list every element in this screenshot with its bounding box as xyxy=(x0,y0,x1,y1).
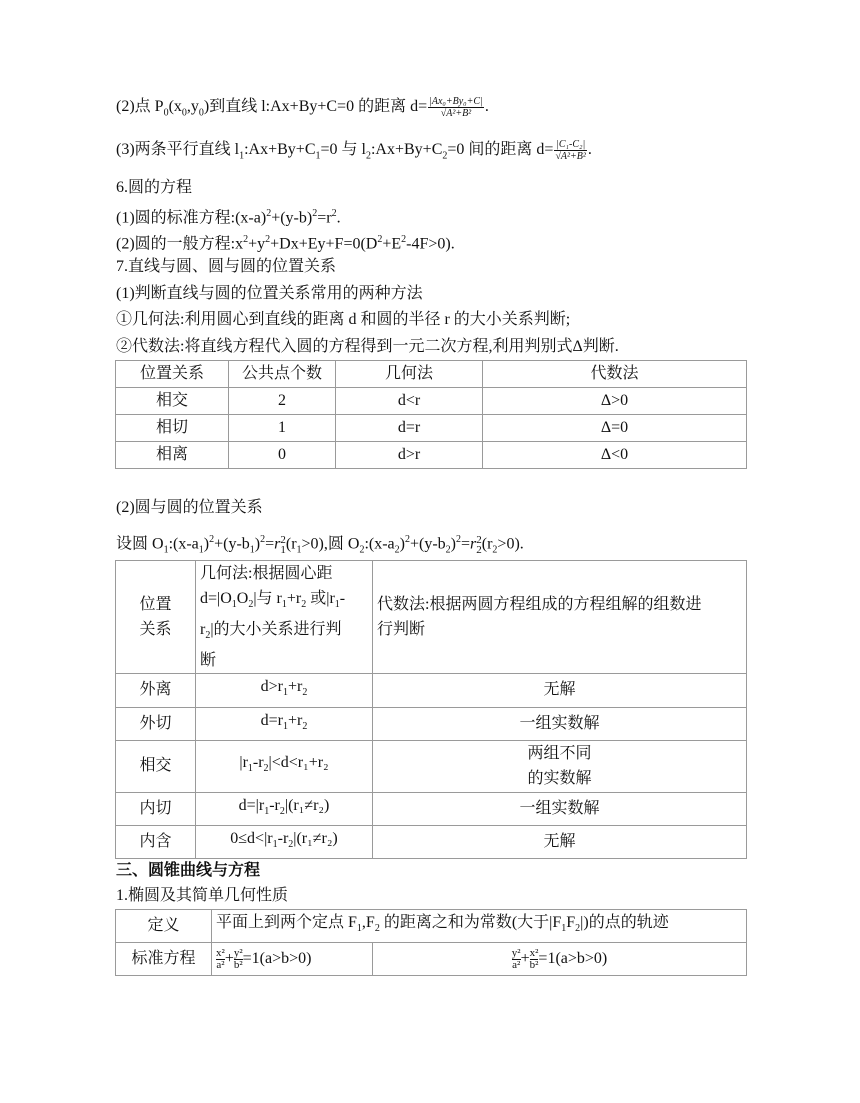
table-cell: 0 xyxy=(229,442,336,469)
text: |的大小关系进行判 xyxy=(210,621,342,639)
point-line-distance xyxy=(116,96,489,123)
text: ) xyxy=(450,535,456,553)
table-row xyxy=(116,415,747,442)
table-cell xyxy=(196,792,373,825)
table-cell: 定义 xyxy=(116,910,212,943)
heading-position-relations: 7.直线与圆、圆与圆的位置关系 xyxy=(116,258,337,275)
text: = xyxy=(461,535,471,553)
text: 平面上到两个定点 F xyxy=(216,914,357,931)
sub: 2 xyxy=(442,150,448,162)
text: (2)点 P xyxy=(116,98,164,116)
sub: 2 xyxy=(263,763,269,775)
heading-circle-equation: 6.圆的方程 xyxy=(116,179,193,196)
geometric-method: ①几何法:利用圆心到直线的距离 d 和圆的半径 r 的大小关系判断; xyxy=(116,311,571,328)
text: 0≤d<|r xyxy=(230,829,273,847)
algebraic-method: ②代数法:将直线方程代入圆的方程得到一元二次方程,利用判别式Δ判断. xyxy=(116,338,619,355)
sub: 2 xyxy=(365,150,371,162)
sub: 0 xyxy=(198,107,204,119)
text: (1)圆的标准方程:(x-a) xyxy=(116,209,267,227)
text: = xyxy=(265,535,275,553)
table-header-row xyxy=(116,561,747,674)
circle-circle-heading: (2)圆与圆的位置关系 xyxy=(116,499,263,516)
text: d=r xyxy=(260,711,283,729)
fraction xyxy=(512,948,521,971)
sup: 2 xyxy=(280,533,286,546)
text: =0 与 l xyxy=(320,141,366,159)
sup: 2 xyxy=(401,234,407,245)
sub: 0 xyxy=(163,107,169,119)
table-cell: 相交 xyxy=(116,388,229,415)
table-cell xyxy=(196,740,373,792)
text: +r xyxy=(286,590,302,607)
fraction-numerator: |Ax₀+By₀+C| xyxy=(429,96,483,107)
header-cell xyxy=(373,561,747,674)
fraction xyxy=(234,948,243,971)
sup: 2 xyxy=(312,208,318,219)
circle-circle-table xyxy=(115,560,747,859)
sub: 1 xyxy=(296,544,302,556)
text: 两组不同 xyxy=(527,745,592,763)
text: +y xyxy=(248,235,266,253)
sub: 2 xyxy=(279,805,285,817)
sub: 2 xyxy=(445,544,451,556)
table-row xyxy=(116,740,747,792)
table-cell: 一组实数解 xyxy=(373,792,747,825)
distance-fraction xyxy=(428,96,484,119)
fraction-denominator: √A²+B² xyxy=(555,151,586,162)
table-cell xyxy=(196,825,373,858)
table-row xyxy=(116,442,747,469)
table-cell xyxy=(212,943,373,976)
table-cell: 外离 xyxy=(116,674,196,707)
text: . xyxy=(336,209,341,227)
text: d=|r xyxy=(238,796,265,814)
text: 设圆 O xyxy=(116,535,164,553)
sub: 1 xyxy=(198,544,204,556)
sub: 2 xyxy=(302,720,308,732)
sub: 2 xyxy=(374,923,380,935)
table-cell: 相切 xyxy=(116,415,229,442)
sub: 1 xyxy=(283,687,288,699)
text: =r xyxy=(317,209,332,227)
sub: 1 xyxy=(561,923,567,935)
table-cell: Δ>0 xyxy=(483,388,747,415)
text: ) xyxy=(203,535,210,553)
text: )到直线 l:Ax+By+C=0 的距离 d= xyxy=(203,98,428,116)
sup: 2 xyxy=(266,208,272,219)
text: |(r₁≠r₂) xyxy=(293,829,338,847)
text: + xyxy=(520,950,530,968)
sup: 2 xyxy=(456,534,461,545)
table-row xyxy=(116,825,747,858)
text: =0 间的距离 d= xyxy=(447,141,554,159)
header-cell: 几何法 xyxy=(336,361,483,388)
table-cell: 内切 xyxy=(116,792,196,825)
sub: 1 xyxy=(249,544,255,556)
sub: 1 xyxy=(280,543,286,556)
sub: 2 xyxy=(302,687,308,699)
text: +(y-b xyxy=(214,535,250,553)
table-row xyxy=(116,707,747,740)
sub: 1 xyxy=(283,720,288,732)
sub: 0 xyxy=(181,107,187,119)
text: d=|O xyxy=(200,590,232,607)
text: ,F xyxy=(361,914,375,931)
header-cell xyxy=(116,561,196,674)
table-cell: 标准方程 xyxy=(116,943,212,976)
line-circle-methods: (1)判断直线与圆的位置关系常用的两种方法 xyxy=(116,285,423,302)
text: -4F>0). xyxy=(406,235,455,253)
table-cell: 一组实数解 xyxy=(373,707,747,740)
sub: 2 xyxy=(575,923,581,935)
table-cell: 外切 xyxy=(116,707,196,740)
text: +r xyxy=(288,711,303,729)
sub: 1 xyxy=(239,150,245,162)
text: -r xyxy=(252,754,264,772)
sub: 1 xyxy=(264,805,270,817)
text: 或|r xyxy=(306,590,335,607)
text: +E xyxy=(382,235,402,253)
text: (r xyxy=(285,535,297,553)
text: d>r xyxy=(260,678,283,696)
sup: 2 xyxy=(404,534,410,545)
text: |)的点的轨迹 xyxy=(580,914,669,931)
text: +r xyxy=(288,678,303,696)
text: 的实数解 xyxy=(527,770,592,788)
fraction-numerator: y² xyxy=(233,947,243,960)
table-cell: d>r xyxy=(336,442,483,469)
table-cell xyxy=(196,674,373,707)
text: 关系 xyxy=(139,621,172,639)
table-cell: 无解 xyxy=(373,674,747,707)
text: (x xyxy=(168,98,182,116)
parallel-lines-distance xyxy=(116,139,592,166)
text: O xyxy=(236,590,249,607)
table-cell: 相离 xyxy=(116,442,229,469)
sub: 2 xyxy=(394,544,400,556)
section-heading-conics: 三、圆锥曲线与方程 xyxy=(116,860,261,879)
fraction-denominator: √A²+B² xyxy=(440,108,472,119)
sub: 2 xyxy=(301,599,307,611)
text: 几何法:根据圆心距 xyxy=(200,565,333,582)
text: r xyxy=(274,535,281,553)
text: -r xyxy=(269,796,280,814)
text: =1(a>b>0) xyxy=(242,950,312,968)
text: 位置 xyxy=(139,596,172,614)
table-cell: 1 xyxy=(229,415,336,442)
text: >0),圆 O xyxy=(301,535,360,553)
fraction-numerator: y² xyxy=(511,947,521,960)
text: . xyxy=(587,141,592,159)
table-row xyxy=(116,388,747,415)
sub: 2 xyxy=(492,544,498,556)
ellipse-heading: 1.椭圆及其简单几何性质 xyxy=(116,887,289,904)
header-cell: 位置关系 xyxy=(116,361,229,388)
fraction-numerator: x² xyxy=(529,947,539,960)
fraction-denominator: a² xyxy=(512,959,521,972)
text: +Dx+Ey+F=0(D xyxy=(270,235,378,253)
text: - xyxy=(339,590,346,607)
fraction-denominator: a² xyxy=(216,959,225,972)
fraction xyxy=(216,948,225,971)
text: >0). xyxy=(497,535,524,553)
standard-equation xyxy=(116,204,341,228)
table-cell: d=r xyxy=(336,415,483,442)
table-row xyxy=(116,674,747,707)
circle-definitions xyxy=(116,530,524,561)
sub: 1 xyxy=(356,923,362,935)
text: ) xyxy=(399,535,405,553)
text: + xyxy=(224,950,234,968)
ellipse-table xyxy=(115,909,747,976)
line-circle-table xyxy=(115,360,747,469)
header-cell: 代数法 xyxy=(483,361,747,388)
table-row xyxy=(116,792,747,825)
text: ) xyxy=(254,535,261,553)
table-cell: d<r xyxy=(336,388,483,415)
table-cell: Δ=0 xyxy=(483,415,747,442)
text: 代数法:根据两圆方程组成的方程组解的组数进 xyxy=(377,596,702,614)
sup: 2 xyxy=(265,234,271,245)
text: 断 xyxy=(200,652,217,670)
text: :Ax+By+C xyxy=(244,141,316,159)
text: 行判断 xyxy=(377,621,426,639)
sup: 2 xyxy=(260,534,266,545)
sub: 1 xyxy=(334,599,340,611)
text: :(x-a xyxy=(364,535,395,553)
sub: 2 xyxy=(288,839,294,851)
sub: 1 xyxy=(163,544,169,556)
general-equation xyxy=(116,230,455,254)
sub: 1 xyxy=(247,763,253,775)
text: +(y-b) xyxy=(271,209,313,227)
sup: 2 xyxy=(243,234,249,245)
sub: 1 xyxy=(272,839,278,851)
sub: 2 xyxy=(205,630,211,642)
sub: 1 xyxy=(315,150,321,162)
sup: 2 xyxy=(476,533,482,546)
header-cell: 公共点个数 xyxy=(229,361,336,388)
table-cell: Δ<0 xyxy=(483,442,747,469)
text: |r xyxy=(239,754,248,772)
table-cell xyxy=(212,910,747,943)
fraction-denominator: b² xyxy=(233,959,243,972)
table-header-row xyxy=(116,361,747,388)
table-cell: 无解 xyxy=(373,825,747,858)
sub: 2 xyxy=(359,544,365,556)
table-row xyxy=(116,943,747,976)
sub: 2 xyxy=(248,599,254,611)
fraction-numerator: x² xyxy=(216,947,225,960)
text: +(y-b xyxy=(409,535,446,553)
text: :(x-a xyxy=(168,535,199,553)
text: |与 r xyxy=(253,590,282,607)
distance-fraction xyxy=(554,139,586,162)
text: (2)圆的一般方程:x xyxy=(116,235,244,253)
text: . xyxy=(484,98,489,116)
text: r xyxy=(200,621,206,639)
text: :Ax+By+C xyxy=(370,141,443,159)
text: |(r₁≠r₂) xyxy=(284,796,330,814)
text: F xyxy=(566,914,576,931)
sup: 2 xyxy=(209,534,215,545)
table-cell: 2 xyxy=(229,388,336,415)
fraction-denominator: b² xyxy=(529,959,539,972)
table-cell xyxy=(373,740,747,792)
text: -r xyxy=(277,829,289,847)
text: ,y xyxy=(186,98,199,116)
table-row xyxy=(116,910,747,943)
sub: 1 xyxy=(281,599,287,611)
text: =1(a>b>0) xyxy=(538,950,608,968)
sup: 2 xyxy=(377,234,383,245)
text: |<d<r₁+r₂ xyxy=(268,754,329,772)
table-cell: 相交 xyxy=(116,740,196,792)
text: 的距离之和为常数(大于|F xyxy=(379,914,562,931)
text: (3)两条平行直线 l xyxy=(116,141,240,159)
table-cell: 内含 xyxy=(116,825,196,858)
text: (r xyxy=(481,535,493,553)
sup: 2 xyxy=(331,208,337,219)
table-cell xyxy=(373,943,747,976)
table-cell xyxy=(196,707,373,740)
sub: 2 xyxy=(476,543,482,556)
text: r xyxy=(470,535,477,553)
sub: 1 xyxy=(231,599,237,611)
fraction-numerator: |C₁-C₂| xyxy=(556,139,586,150)
header-cell xyxy=(196,561,373,674)
